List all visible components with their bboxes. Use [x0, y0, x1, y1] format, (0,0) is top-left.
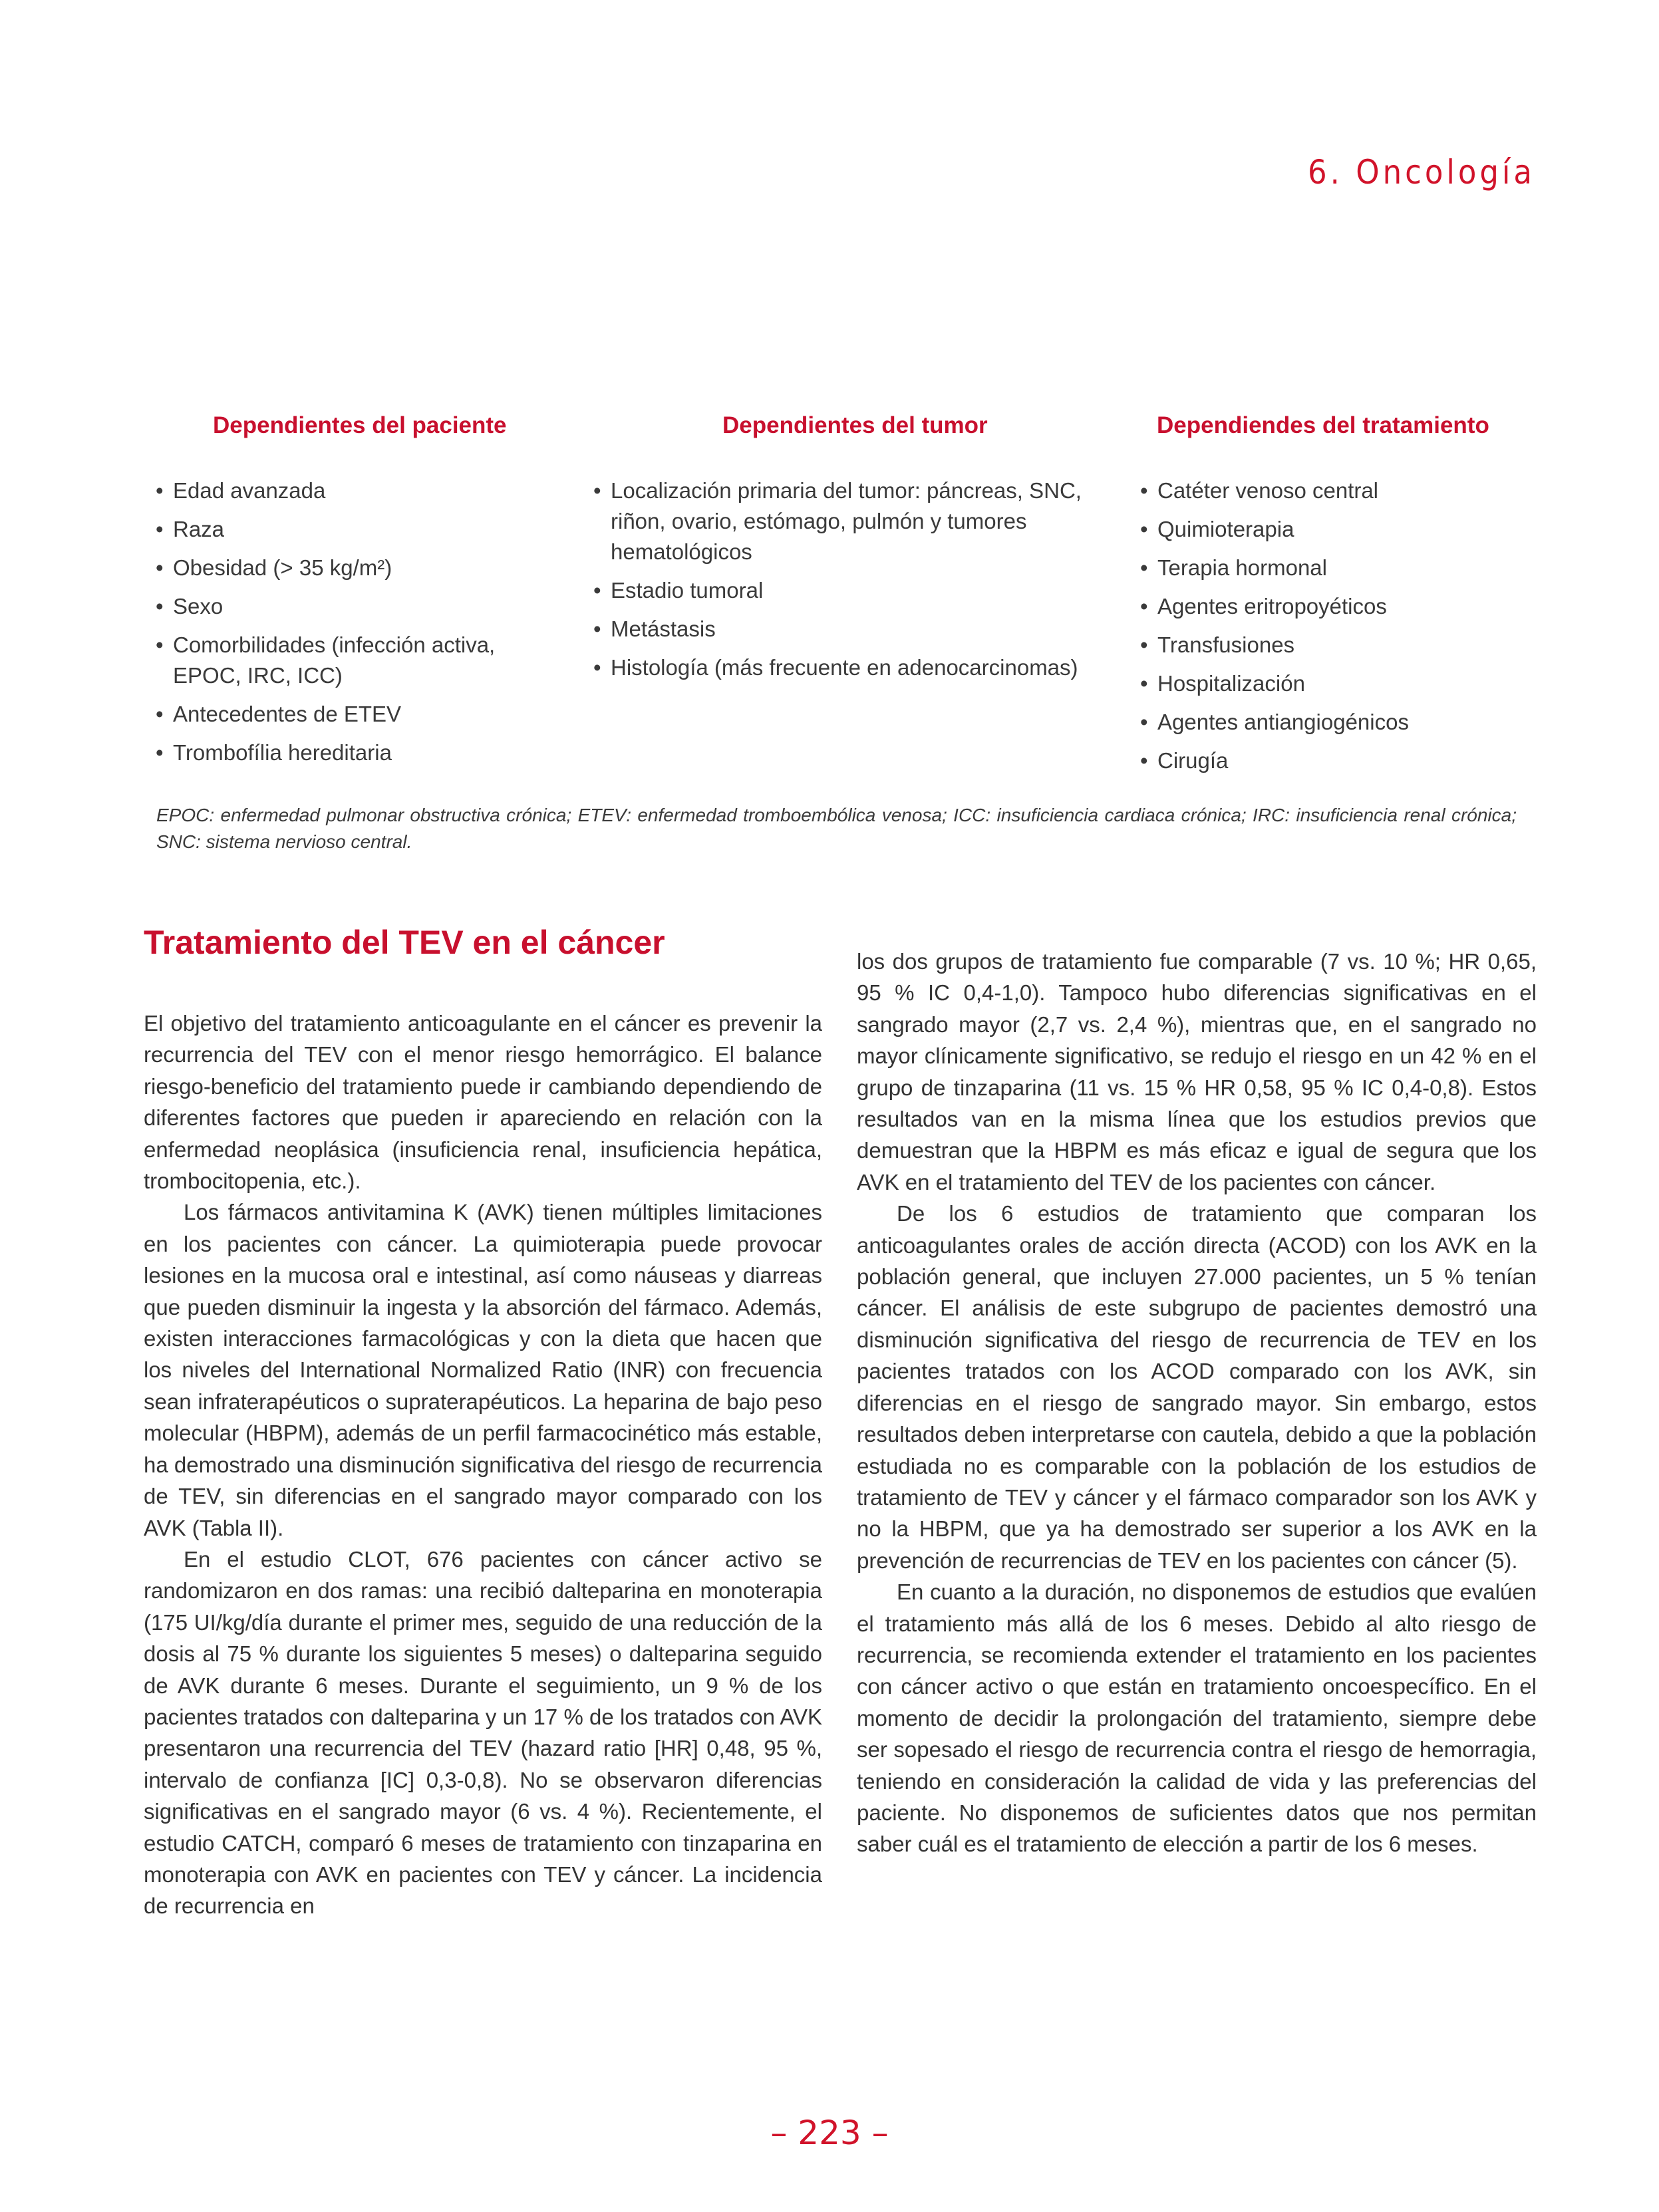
list-item: • Hospitalización	[1137, 668, 1510, 699]
paragraph: En el estudio CLOT, 676 pacientes con cáncer activo se randomizaron en dos ramas: una recibió dalteparina en monoterapia (175 UI/kg/día durante el primer mes, seguido de una reducción de la dosis al 75 % durante los siguientes 5 meses) o dalteparina seguido de AVK durante 6 meses. Durante el seguimiento, un 9 % de los pacientes tratados con dalteparina y un 17 % de los tratados con AVK presentaron una recurrencia del TEV (hazard ratio [HR] 0,48, 95 %, intervalo de confianza [IC] 0,3-0,8). No se observaron diferencias significativas en el sangrado mayor (6 vs. 4 %). Recientemente, el estudio CATCH, comparó 6 meses de tratamiento con tinzaparina en monoterapia con AVK en pacientes con TEV y cáncer. La incidencia de recurrencia en	[144, 1546, 822, 1919]
section-title: Tratamiento del TEV en el cáncer	[144, 924, 665, 961]
page-number: – 223 –	[770, 2114, 889, 2152]
paragraph: En cuanto a la duración, no disponemos de estudios que evalúen el tratamiento más allá de los 6 meses. Debido al alto riesgo de recurrencia, se recomienda extender el tratamiento en los pacientes con cáncer activo o que están en tratamiento oncoespecífico. En el momento de decidir la prolongación del tratamiento, siempre debe ser sopesado el riesgo de recurrencia contra el riesgo de hemorragia, teniendo en consideración la calidad de vida y las preferencias del paciente. No disponemos de suficientes datos que nos permitan saber cuál es el tratamiento de elección a partir de los 6 meses.	[857, 1580, 1537, 1857]
list-item: • Raza	[153, 514, 526, 545]
list-item: • Agentes antiangiogénicos	[1137, 707, 1510, 738]
list-item: • Trombofília hereditaria	[153, 738, 526, 768]
list-item: • Antecedentes de ETEV	[153, 699, 526, 730]
list-item: • Quimioterapia	[1137, 514, 1510, 545]
list-item: • Terapia hormonal	[1137, 553, 1510, 583]
list-item: • Agentes eritropoyéticos	[1137, 591, 1510, 622]
left-text-column	[144, 1008, 822, 1922]
list-item: • Estadio tumoral	[591, 575, 1096, 606]
list-item: • Localización primaria del tumor: páncreas, SNC, riñon, ovario, estómago, pulmón y tumores hematológicos	[591, 476, 1096, 567]
treatment-factors-list	[1137, 476, 1510, 784]
list-item: • Sexo	[153, 591, 526, 622]
paragraph: Los fármacos antivitamina K (AVK) tienen múltiples limitaciones en los pacientes con cáncer. La quimioterapia puede provocar lesiones en la mucosa oral e intestinal, así como náuseas y diarreas que pueden disminuir la ingesta y la absorción del fármaco. Además, existen interacciones farmacológicas y con la dieta que hacen que los niveles del International Normalized Ratio (INR) con frecuencia sean infraterapéuticos o supraterapéuticos. La heparina de bajo peso molecular (HBPM), además de un perfil farmacocinético más estable, ha demostrado una disminución significativa del riesgo de recurrencia de TEV, sin diferencias en el sangrado mayor comparado con los AVK (Tabla II).	[144, 1200, 822, 1540]
column-heading-tumor: Dependientes del tumor	[722, 412, 988, 438]
table-footnote: EPOC: enfermedad pulmonar obstructiva crónica; ETEV: enfermedad tromboembólica venosa; ICC: insuficiencia cardiaca crónica; IRC: insuficiencia renal crónica; SNC: sistema nervioso central.	[156, 805, 1517, 852]
list-item: • Catéter venoso central	[1137, 476, 1510, 506]
list-item: • Comorbilidades (infección activa, EPOC, IRC, ICC)	[153, 630, 526, 691]
list-item: • Transfusiones	[1137, 630, 1510, 660]
list-item: • Metástasis	[591, 614, 1096, 644]
list-item: • Obesidad (> 35 kg/m²)	[153, 553, 526, 583]
patient-factors-list	[153, 476, 526, 776]
list-item: • Cirugía	[1137, 746, 1510, 776]
paragraph: El objetivo del tratamiento anticoagulante en el cáncer es prevenir la recurrencia del TEV con el menor riesgo hemorrágico. El balance riesgo-beneficio del tratamiento puede ir cambiando dependiendo de diferentes factores que pueden ir apareciendo en relación con la enfermedad neoplásica (insuficiencia renal, insuficiencia hepática, trombocitopenia, etc.).	[144, 1011, 822, 1194]
paragraph: los dos grupos de tratamiento fue comparable (7 vs. 10 %; HR 0,65, 95 % IC 0,4-1,0). Tampoco hubo diferencias significativas en el sangrado mayor (2,7 vs. 2,4 %), mientras que, en el sangrado no mayor clínicamente significativo, se redujo el riesgo en un 42 % en el grupo de tinzaparina (11 vs. 15 % HR 0,58, 95 % IC 0,4-0,8). Estos resultados van en la misma línea que los estudios previos que demuestran que la HBPM es más eficaz e igual de segura que los AVK en el tratamiento del TEV de los pacientes con cáncer.	[857, 949, 1537, 1194]
chapter-title: 6. Oncología	[1308, 153, 1535, 192]
list-item: • Edad avanzada	[153, 476, 526, 506]
column-heading-treatment: Dependiendes del tratamiento	[1157, 412, 1489, 438]
tumor-factors-list	[591, 476, 1096, 691]
paragraph: De los 6 estudios de tratamiento que comparan los anticoagulantes orales de acción directa (ACOD) con los AVK en la población general, que incluyen 27.000 pacientes, un 5 % tenían cáncer. El análisis de este subgrupo de pacientes demostró una disminución significativa del riesgo de recurrencia de TEV en los pacientes tratados con los ACOD comparado con los AVK, sin diferencias en el riesgo de sangrado mayor. Sin embargo, estos resultados deben interpretarse con cautela, debido a que la población estudiada no es comparable con la población de los estudios de tratamiento de TEV y cáncer y el fármaco comparador son los AVK y no la HBPM, que ya ha demostrado ser superior a los AVK en la prevención de recurrencias de TEV en los pacientes con cáncer (5).	[857, 1201, 1537, 1573]
right-text-column	[857, 946, 1537, 1860]
column-heading-patient: Dependientes del paciente	[213, 412, 507, 438]
list-item: • Histología (más frecuente en adenocarcinomas)	[591, 652, 1096, 683]
